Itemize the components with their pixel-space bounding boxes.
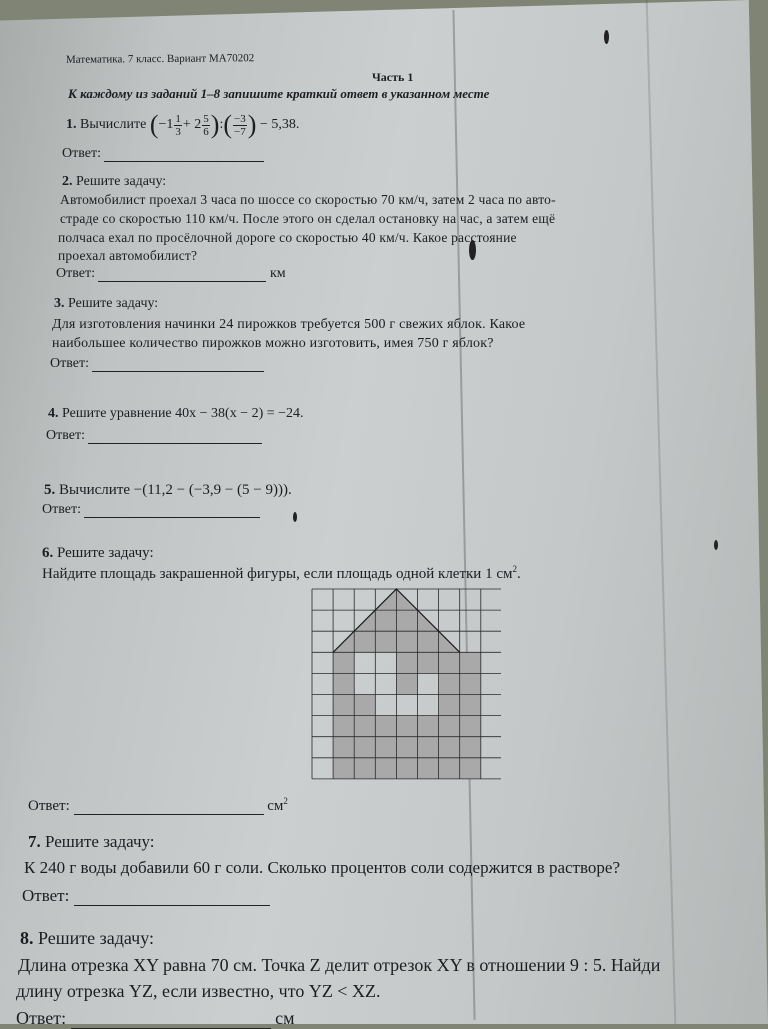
page-header: Математика. 7 класс. Вариант МА70202 [65, 52, 255, 66]
question-6 [42, 545, 154, 562]
shaded-cell [460, 695, 481, 716]
answer-label: Ответ: [22, 886, 70, 905]
shaded-cell [333, 673, 354, 694]
ink-blot [604, 30, 609, 44]
question-number: 5. [44, 482, 56, 498]
shaded-cell [396, 758, 417, 779]
shaded-cell [354, 695, 375, 716]
question-8 [20, 928, 154, 949]
question-prompt: Решите задачу: [68, 296, 159, 311]
answer-label: Ответ: [62, 146, 101, 161]
shaded-cell [333, 652, 354, 673]
question-prompt: Вычислите [80, 117, 147, 133]
answer-7 [22, 886, 270, 906]
shaded-cell [418, 758, 439, 779]
question-prompt: Решите задачу: [45, 832, 155, 851]
shaded-cell [396, 716, 417, 737]
shaded-cell [354, 758, 375, 779]
shaded-cell [460, 716, 481, 737]
question-text: Длина отрезка XY равна 70 см. Точка Z делит отрезок XY в отношении 9 : 5. Найди [18, 955, 661, 975]
question-5 [44, 482, 292, 499]
grid-figure [311, 587, 501, 790]
question-2 [62, 174, 166, 190]
shaded-cell [439, 758, 460, 779]
answer-label: Ответ: [42, 502, 81, 517]
shaded-cell [418, 652, 439, 673]
math-term: − 5,38. [259, 117, 300, 133]
answer-label: Ответ: [46, 428, 85, 443]
shaded-cell [375, 737, 396, 758]
question-text: страде со скоростью 110 км/ч. После этого он сделал остановку на час, а затем ещё [60, 211, 556, 226]
question-text: Найдите площадь закрашенной фигуры, если площадь одной клетки 1 $см^2$. [42, 564, 521, 582]
answer-5 [42, 502, 260, 518]
question-number: 6. [42, 545, 54, 561]
shaded-cell [418, 737, 439, 758]
answer-field[interactable] [104, 161, 264, 162]
question-line: Найдите площадь закрашенной фигуры, если площадь одной клетки 1 см [42, 566, 513, 582]
answer-field[interactable] [74, 905, 270, 906]
shaded-cell [460, 673, 481, 694]
answer-label: Ответ: [28, 798, 70, 814]
shaded-cell [460, 652, 481, 673]
answer-label: Ответ: [56, 266, 95, 281]
question-number: 2. [62, 174, 73, 189]
answer-4 [46, 428, 262, 444]
question-7 [28, 832, 155, 852]
math-term: −1 [158, 117, 174, 133]
math-term: : [219, 117, 224, 133]
shaded-cell [333, 716, 354, 737]
question-text: проехал автомобилист? [58, 248, 198, 263]
squared-grid [311, 587, 501, 785]
answer-8 [16, 1008, 295, 1029]
answer-3 [50, 356, 264, 372]
fraction: $\frac{-3}{-7}$ [234, 112, 246, 138]
answer-label: Ответ: [16, 1008, 67, 1028]
question-number: 1. [66, 117, 77, 133]
shaded-cell [439, 695, 460, 716]
shaded-cell [354, 737, 375, 758]
shaded-cell [354, 716, 375, 737]
answer-unit: см [275, 1008, 295, 1028]
shaded-cell [333, 758, 354, 779]
shaded-cell [333, 737, 354, 758]
question-text: наибольшее количество пирожков можно изготовить, имея 750 г яблок? [52, 336, 494, 351]
shaded-cell [375, 758, 396, 779]
question-number: 4. [48, 406, 59, 421]
part-title: Часть 1 [372, 70, 414, 84]
question-prompt: Решите уравнение 40x − 38(x − 2) = −24. [62, 406, 304, 421]
shaded-cell [418, 716, 439, 737]
ink-blot [293, 512, 297, 522]
question-text: Для изготовления начинки 24 пирожков требуется 500 г свежих яблок. Какое [52, 317, 526, 332]
question-3 [54, 296, 158, 312]
fraction: $\frac{1}{3}$ [175, 112, 181, 138]
ink-blot [714, 540, 718, 550]
question-number: 8. [20, 928, 34, 948]
answer-field[interactable] [84, 517, 260, 518]
question-prompt: Вычислите −(11,2 − (−3,9 − (5 − 9))). [59, 482, 292, 498]
shaded-cell [460, 737, 481, 758]
shaded-cell [333, 695, 354, 716]
question-prompt: Решите задачу: [57, 545, 154, 561]
question-text: К 240 г воды добавили 60 г соли. Сколько процентов соли содержится в растворе? [24, 858, 620, 877]
answer-unit: см [267, 798, 284, 814]
shaded-cell [375, 716, 396, 737]
shaded-cell [439, 716, 460, 737]
question-number: 3. [54, 296, 65, 311]
answer-2 [56, 266, 286, 282]
shaded-cell [439, 652, 460, 673]
answer-field[interactable] [98, 281, 266, 282]
answer-label: Ответ: [50, 356, 89, 371]
shaded-cell [396, 652, 417, 673]
instruction: К каждому из заданий 1–8 запишите краткий ответ в указанном месте [68, 86, 490, 101]
shaded-cell [396, 673, 417, 694]
math-term: + 2 [182, 117, 202, 133]
question-text: полчаса ехал по просёлочной дороге со скоростью 40 км/ч. Какое расстояние [58, 230, 517, 245]
shaded-cell [439, 737, 460, 758]
answer-field[interactable] [92, 371, 264, 372]
question-1: 1. Вычислите (−1 $\frac{1}{3}$ + 2 $\frac{5}{6}$ ):( $\frac{-3}{-7}$ ) − 5,38. [66, 110, 300, 139]
superscript: 2 [512, 564, 517, 574]
question-prompt: Решите задачу: [38, 928, 154, 948]
shaded-cell [396, 737, 417, 758]
question-text: длину отрезка YZ, если известно, что YZ < XZ. [16, 981, 381, 1001]
answer-6 [28, 796, 288, 815]
question-number: 7. [28, 832, 41, 851]
shaded-cell [439, 673, 460, 694]
question-text: Автомобилист проехал 3 часа по шоссе со скоростью 70 км/ч, затем 2 часа по авто- [60, 192, 556, 207]
answer-1 [62, 146, 264, 162]
answer-field[interactable] [74, 814, 264, 815]
question-4 [48, 406, 304, 422]
superscript: 2 [283, 796, 288, 806]
answer-field[interactable] [88, 443, 262, 444]
answer-unit: км [269, 266, 286, 281]
shaded-cell [460, 758, 481, 779]
question-prompt: Решите задачу: [76, 174, 167, 189]
fraction: $\frac{5}{6}$ [203, 112, 209, 138]
